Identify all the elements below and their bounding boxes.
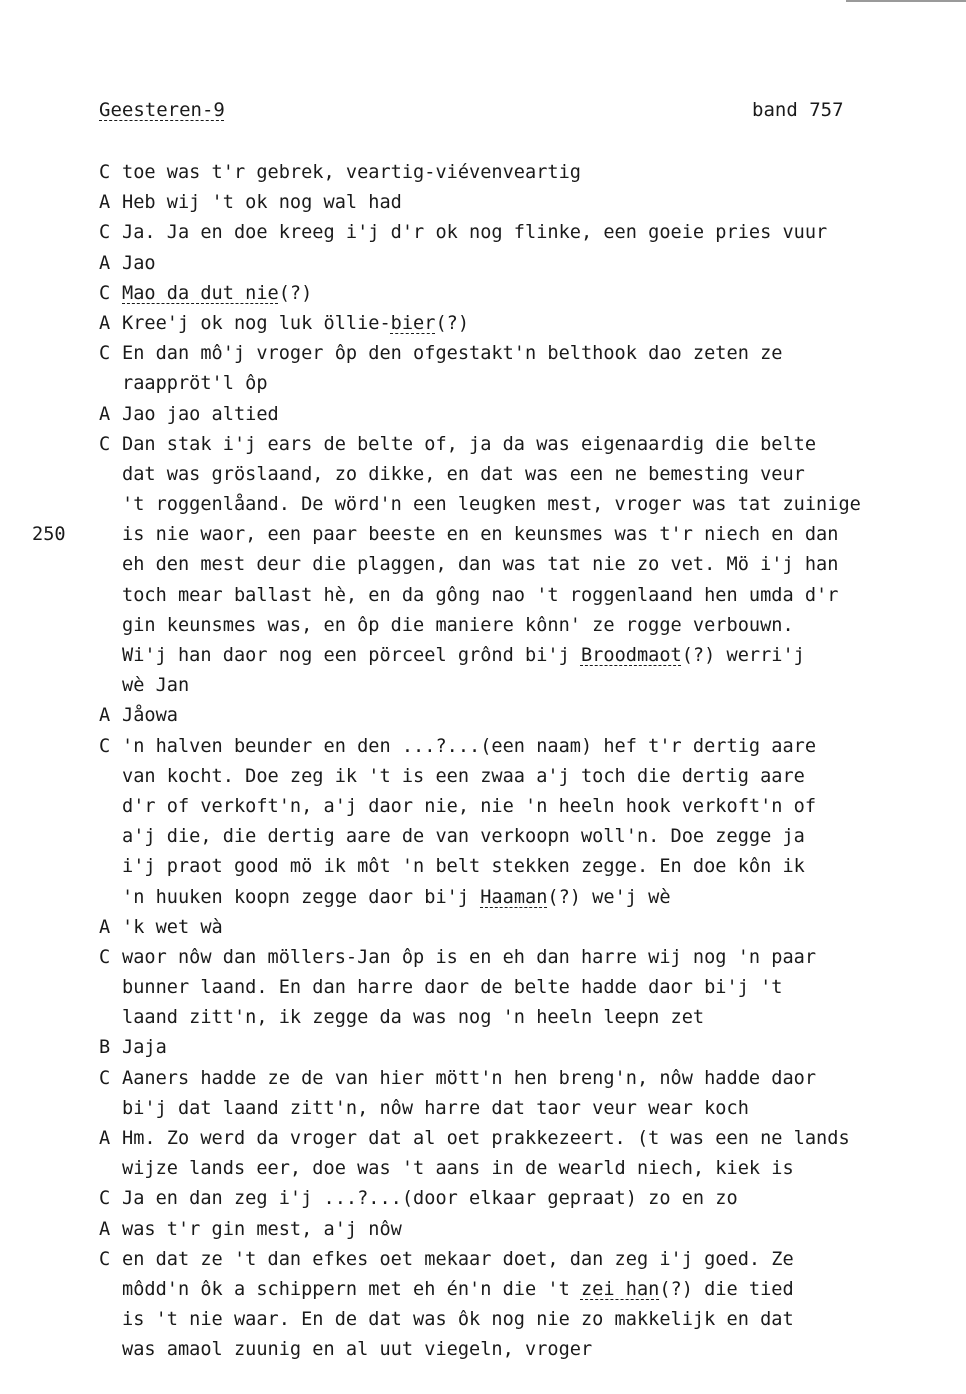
transcript-line	[99, 1124, 949, 1154]
transcript-line	[99, 279, 949, 309]
uncertain-word: Mao da dut nie	[122, 282, 279, 304]
line-text: wè Jan	[122, 675, 190, 697]
speaker-label: C	[99, 162, 111, 183]
transcript-line	[99, 943, 949, 973]
transcript-line	[99, 973, 949, 1003]
transcript-line	[99, 1154, 949, 1184]
transcript-line	[99, 701, 949, 731]
line-text: was t'r gin mest, a'j nôw	[122, 1218, 402, 1240]
line-text: en dat ze 't dan efkes oet mekaar doet, dan zeg i'j goed. Ze	[122, 1248, 794, 1270]
line-text: Hm. Zo werd da vroger dat al oet prakkezeert. (t was een ne lands	[122, 1128, 850, 1149]
line-text: 't roggenlåand. De wörd'n een leugken mest, vroger was tat zuinige	[122, 494, 861, 516]
transcript-line	[99, 1064, 949, 1094]
line-text: a'j die, die dertig aare de van verkoopn woll'n. Doe zegge ja	[122, 826, 805, 848]
line-text: Aaners hadde ze de van hier mött'n hen breng'n, nôw hadde daor	[122, 1067, 817, 1089]
line-text: was amaol zuunig en al uut viegeln, vroger	[122, 1339, 593, 1361]
line-text: En dan mô'j vroger ôp den ofgestakt'n belthook dao zeten ze	[122, 343, 783, 365]
speaker-label: A	[99, 403, 111, 425]
line-text: Ja en dan zeg i'j ...?...(door elkaar gepraat) zo en zo	[122, 1188, 738, 1210]
speaker-label: A	[99, 916, 111, 938]
transcript-line	[99, 792, 949, 822]
transcript-line	[99, 249, 949, 279]
speaker-label: A	[99, 192, 111, 214]
speaker-label: A	[99, 705, 111, 727]
speaker-label: C	[99, 1188, 111, 1210]
transcript-line	[99, 460, 949, 490]
line-text: 'n halven beunder en den ...?...(een naam) hef t'r dertig aare	[122, 735, 817, 757]
line-text: gin keunsmes was, en ôp die maniere kônn' ze rogge verbouwn.	[122, 614, 794, 636]
speaker-label: A	[99, 252, 111, 274]
transcript-line	[99, 1184, 949, 1214]
transcript-line	[99, 852, 949, 882]
line-text: Heb wij 't ok nog wal had	[122, 192, 402, 214]
transcript-line	[99, 550, 949, 580]
line-text: raappröt'l ôp	[122, 373, 268, 395]
speaker-label: C	[99, 343, 111, 365]
transcript-line	[99, 1033, 949, 1063]
transcript-line	[99, 1094, 949, 1124]
line-text: dat was gröslaand, zo dikke, en dat was een ne bemesting veur	[122, 463, 805, 485]
header-location: Geesteren-9	[99, 99, 225, 121]
line-text: waor nôw dan möllers-Jan ôp is en eh dan harre wij nog 'n paar	[122, 946, 817, 968]
transcript-line	[99, 430, 949, 460]
line-text: Ja. Ja en doe kreeg i'j d'r ok nog flinke, een goeie pries vuur	[122, 222, 828, 244]
line-text: Jåowa	[122, 705, 178, 727]
transcript-line	[99, 1335, 949, 1365]
transcript-line	[99, 490, 949, 520]
header-tape-number: band 757	[752, 99, 844, 121]
line-text: Jaja	[122, 1037, 167, 1059]
line-text: môdd'n ôk a schippern met eh én'n die 't zei han(?) die tied	[122, 1278, 794, 1300]
line-text: toch mear ballast hè, en da gông nao 't roggenlaand hen umda d'r	[122, 584, 839, 606]
transcript-line	[99, 400, 949, 430]
speaker-label: C	[99, 946, 111, 968]
transcript-line	[99, 369, 949, 399]
transcript-line	[99, 1245, 949, 1275]
transcript-line	[99, 611, 949, 641]
line-text: i'j praot good mö ik môt 'n belt stekken zegge. En doe kôn ik	[122, 856, 805, 878]
speaker-label: C	[99, 433, 111, 455]
top-edge-rule	[846, 0, 966, 2]
line-text: bi'j dat laand zitt'n, nôw harre dat taor veur wear koch	[122, 1097, 749, 1119]
speaker-label: A	[99, 1218, 111, 1240]
transcript-line	[99, 732, 949, 762]
speaker-label: A	[99, 312, 111, 334]
line-text: eh den mest deur die plaggen, dan was tat nie zo vet. Mö i'j han	[122, 554, 839, 576]
speaker-label: C	[99, 282, 111, 304]
transcript-line	[99, 671, 949, 701]
transcript-line	[99, 339, 949, 369]
uncertain-word: bier	[390, 312, 436, 334]
line-text: toe was t'r gebrek, veartig-viévenveartig	[122, 162, 581, 183]
transcript-line	[99, 883, 949, 913]
line-text: Kree'j ok nog luk öllie-bier(?)	[122, 312, 470, 334]
line-text: 'k wet wà	[122, 916, 223, 938]
line-text: Wi'j han daor nog een pörceel grônd bi'j Broodmaot(?) werri'j	[122, 645, 805, 666]
line-text: d'r of verkoft'n, a'j daor nie, nie 'n heeln hook verkoft'n of	[122, 795, 817, 817]
line-text: bunner laand. En dan harre daor de belte hadde daor bi'j 't	[122, 977, 783, 999]
line-text: van kocht. Doe zeg ik 't is een zwaa a'j toch die dertig aare	[122, 765, 805, 787]
uncertain-word: Haaman	[480, 886, 548, 908]
line-text: Dan stak i'j ears de belte of, ja da was eigenaardig die belte	[122, 433, 817, 455]
line-text: wijze lands eer, doe was 't aans in de wearld niech, kiek is	[122, 1158, 794, 1180]
speaker-label: B	[99, 1037, 111, 1059]
transcript-line	[99, 309, 949, 339]
speaker-label: C	[99, 735, 111, 757]
line-text: Mao da dut nie(?)	[122, 282, 313, 304]
margin-line-number: 250	[32, 524, 66, 546]
uncertain-word: zei han	[580, 1278, 660, 1300]
line-text: is nie waor, een paar beeste en en keunsmes was t'r niech en dan	[122, 524, 839, 546]
transcript-line	[99, 1275, 949, 1305]
transcript-line	[99, 218, 949, 248]
transcript-line	[99, 762, 949, 792]
transcript-line	[99, 822, 949, 852]
transcript-line	[99, 1305, 949, 1335]
transcript-line	[99, 158, 949, 188]
transcript-line	[32, 520, 949, 550]
line-text: 'n huuken koopn zegge daor bi'j Haaman(?) we'j wè	[122, 886, 671, 908]
speaker-label: C	[99, 222, 111, 244]
transcript-line	[99, 581, 949, 611]
speaker-label: A	[99, 1128, 111, 1149]
speaker-label: C	[99, 1067, 111, 1089]
uncertain-word: Broodmaot	[580, 645, 682, 666]
line-text: Jao	[122, 252, 156, 274]
transcript-line	[99, 1215, 949, 1245]
line-text: laand zitt'n, ik zegge da was nog 'n heeln leepn zet	[122, 1007, 705, 1029]
line-text: is 't nie waar. En de dat was ôk nog nie zo makkelijk en dat	[122, 1309, 794, 1331]
transcript-line	[99, 913, 949, 943]
line-text: Jao jao altied	[122, 403, 279, 425]
transcript-line	[99, 641, 949, 671]
transcript-line	[99, 188, 949, 218]
transcript-body	[32, 158, 949, 1366]
transcript-line	[99, 1003, 949, 1033]
speaker-label: C	[99, 1248, 111, 1270]
